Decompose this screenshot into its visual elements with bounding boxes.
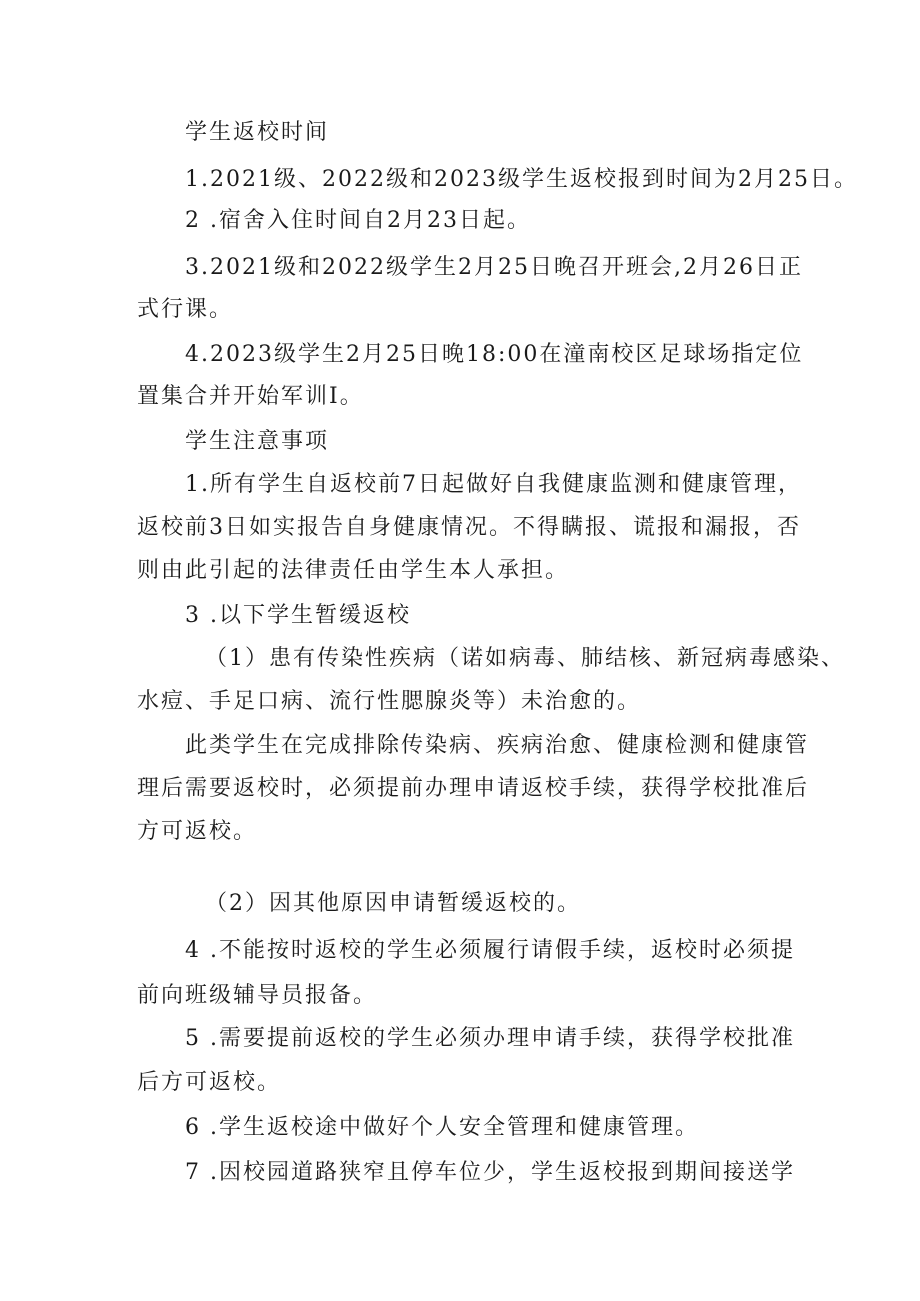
notes-line-7: 此类学生在完成排除传染病、疾病治愈、健康检测和健康管	[185, 733, 810, 758]
notes-line-6: 水痘、手足口病、流行性腮腺炎等）未治愈的。	[137, 689, 642, 714]
notes-line-4: 3 .以下学生暂缓返校	[185, 603, 411, 628]
return-time-item-1: 1.2021级、2022级和2023级学生返校报到时间为2月25日。	[185, 167, 858, 192]
section-heading-notes: 学生注意事项	[185, 429, 330, 454]
notes-line-1: 1.所有学生自返校前7日起做好自我健康监测和健康管理，	[185, 472, 802, 497]
notes-line-10: （2）因其他原因申请暂缓返校的。	[205, 891, 581, 916]
notes-line-15: 6 .学生返校途中做好个人安全管理和健康管理。	[185, 1115, 699, 1140]
notes-line-9: 方可返校。	[137, 819, 258, 844]
notes-line-11: 4 .不能按时返校的学生必须履行请假手续，返校时必须提	[185, 938, 795, 963]
section-heading-return-time: 学生返校时间	[185, 120, 330, 145]
notes-line-16: 7 .因校园道路狭窄且停车位少，学生返校报到期间接送学	[185, 1160, 795, 1185]
return-time-item-4-line-1: 4.2023级学生2月25日晚18:00在潼南校区足球场指定位	[185, 342, 804, 367]
return-time-item-3-line-2: 式行课。	[137, 297, 234, 322]
notes-line-12: 前向班级辅导员报备。	[137, 983, 378, 1008]
notes-line-5: （1）患有传染性疾病（诺如病毒、肺结核、新冠病毒感染、	[205, 646, 845, 671]
notes-line-3: 则由此引起的法律责任由学生本人承担。	[137, 558, 570, 583]
return-time-item-2: 2 .宿舍入住时间自2月23日起。	[185, 208, 531, 233]
notes-line-2: 返校前3日如实报告自身健康情况。不得瞒报、谎报和漏报，否	[137, 515, 801, 540]
notes-line-8: 理后需要返校时，必须提前办理申请返校手续，获得学校批准后	[137, 776, 810, 801]
return-time-item-4-line-2: 置集合并开始军训I。	[137, 384, 364, 409]
notes-line-14: 后方可返校。	[137, 1070, 282, 1095]
notes-line-13: 5 .需要提前返校的学生必须办理申请手续，获得学校批准	[185, 1026, 795, 1051]
return-time-item-3-line-1: 3.2021级和2022级学生2月25日晚召开班会,2月26日正	[185, 255, 803, 280]
